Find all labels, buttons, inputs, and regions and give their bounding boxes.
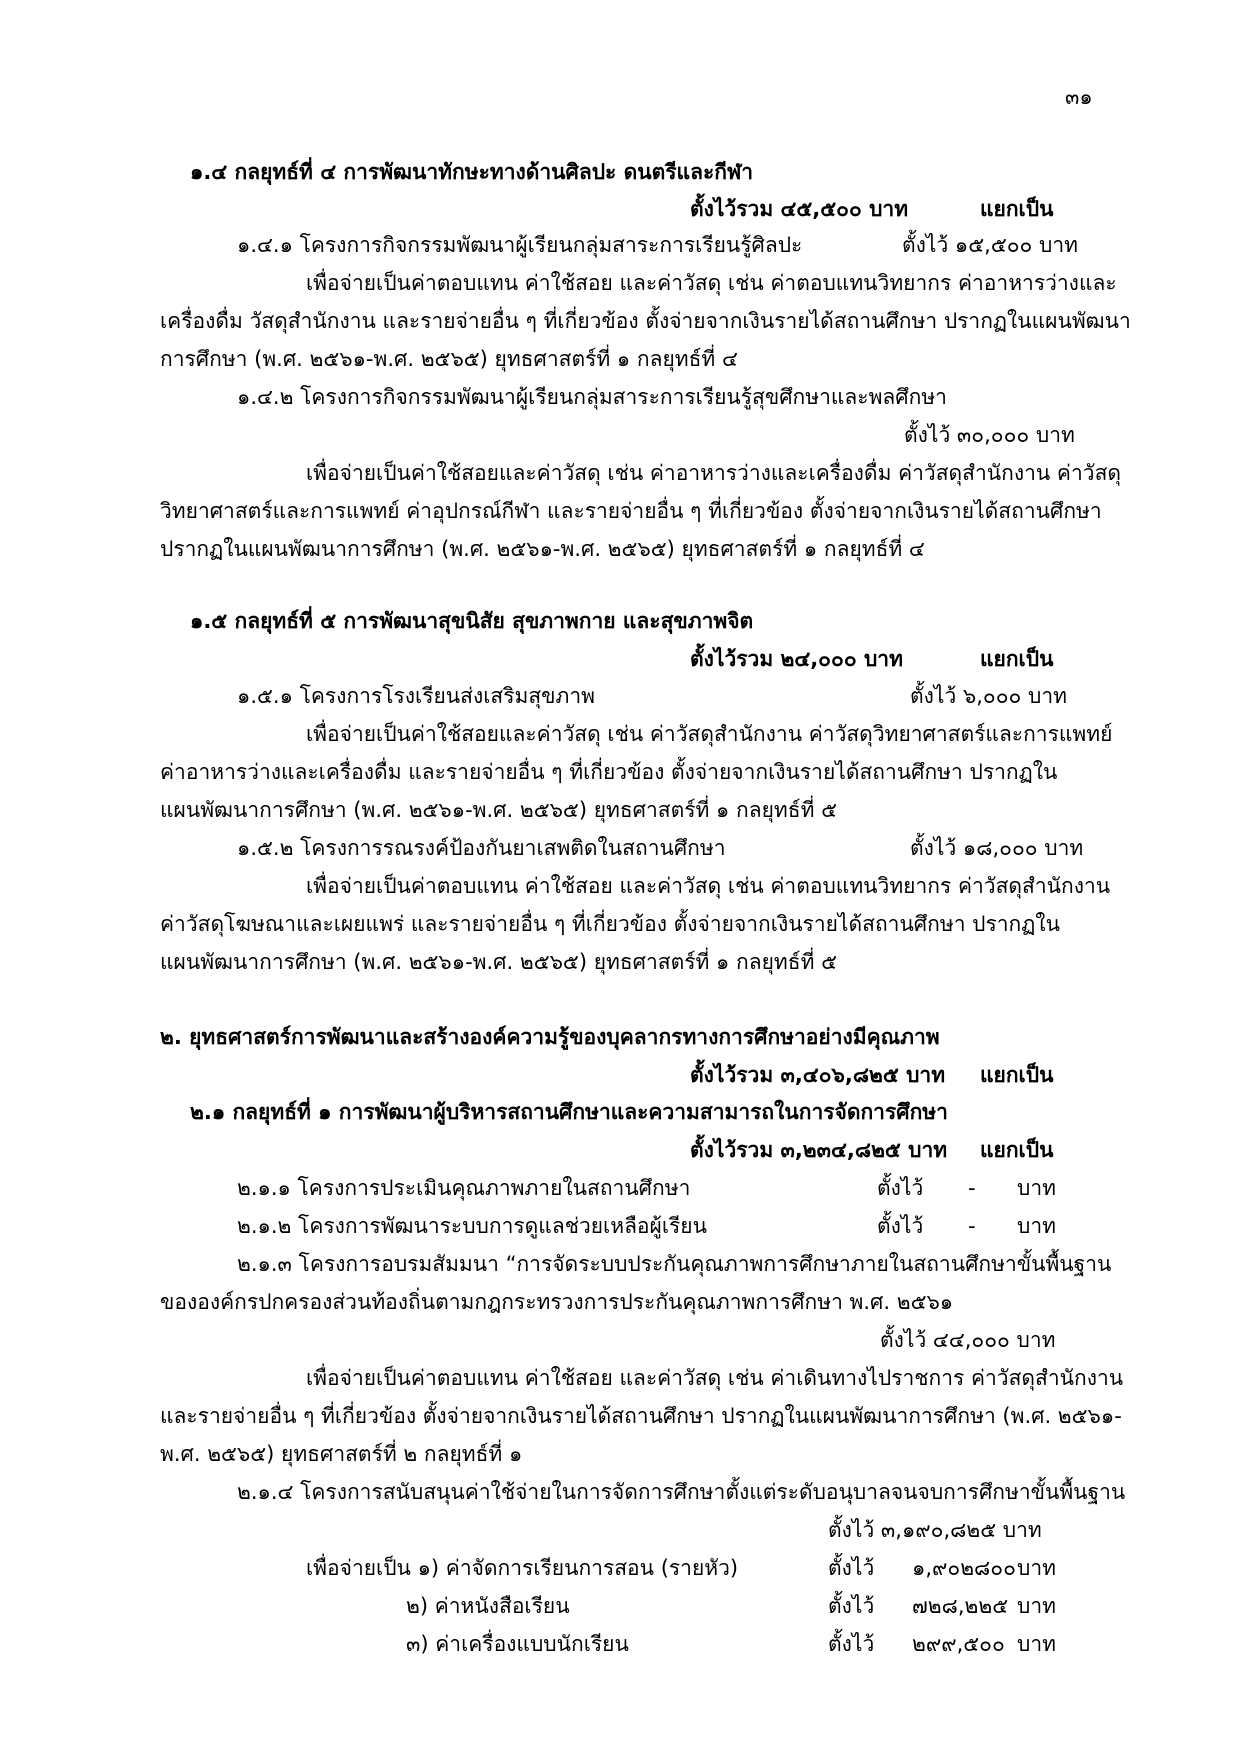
project-title-1-5-1: ๑.๕.๑ โครงการโรงเรียนส่งเสริมสุขภาพ bbox=[237, 684, 595, 708]
project-desc-line: และรายจ่ายอื่น ๆ ที่เกี่ยวข้อง ตั้งจ่ายจากเงินรายได้สถานศึกษา ปรากฏในแผนพัฒนาการศึกษา (พ.ศ. ๒๕๖๑- bbox=[160, 1404, 1122, 1428]
project-title-2-1-1: ๒.๑.๑ โครงการประเมินคุณภาพภายในสถานศึกษา bbox=[237, 1176, 691, 1200]
expense-item-unit: บาท bbox=[1017, 1632, 1056, 1656]
project-set-label: ตั้งไว้ bbox=[877, 1176, 924, 1200]
project-desc-line: ค่าวัสดุโฆษณาและเผยแพร่ และรายจ่ายอื่น ๆ ที่เกี่ยวข้อง ตั้งจ่ายจากเงินรายได้สถานศึกษา ปรากฏใน bbox=[160, 912, 1060, 936]
strategy-total-2: ตั้งไว้รวม ๓,๔๐๖,๘๒๕ บาท bbox=[690, 1063, 946, 1087]
strategy-split-2: แยกเป็น bbox=[980, 1063, 1054, 1087]
project-desc-line: แผนพัฒนาการศึกษา (พ.ศ. ๒๕๖๑-พ.ศ. ๒๕๖๕) ยุทธศาสตร์ที่ ๑ กลยุทธ์ที่ ๕ bbox=[160, 950, 837, 974]
project-amount-1-4-2: ตั้งไว้ ๓๐,๐๐๐ บาท bbox=[904, 423, 1075, 447]
project-amount-2-1-4: ตั้งไว้ ๓,๑๙๐,๘๒๕ บาท bbox=[828, 1518, 1042, 1542]
expense-item-unit: บาท bbox=[1017, 1556, 1056, 1580]
project-title-2-1-3-cont: ขององค์กรปกครองส่วนท้องถิ่นตามกฎกระทรวงการประกันคุณภาพการศึกษา พ.ศ. ๒๕๖๑ bbox=[160, 1290, 954, 1314]
page-number: ๓๑ bbox=[1065, 85, 1093, 109]
project-dash: - bbox=[968, 1214, 976, 1238]
project-desc-line: ค่าอาหารว่างและเครื่องดื่ม และรายจ่ายอื่น ๆ ที่เกี่ยวข้อง ตั้งจ่ายจากเงินรายได้สถานศึกษา ปรากฏใน bbox=[160, 760, 1058, 784]
section-heading-1-4: ๑.๔ กลยุทธ์ที่ ๔ การพัฒนาทักษะทางด้านศิลปะ ดนตรีและกีฬา bbox=[190, 160, 754, 184]
expense-item-label: ๓) ค่าเครื่องแบบนักเรียน bbox=[406, 1632, 629, 1656]
project-title-1-5-2: ๑.๕.๒ โครงการรณรงค์ป้องกันยาเสพติดในสถานศึกษา bbox=[237, 836, 726, 860]
project-desc-line: ปรากฏในแผนพัฒนาการศึกษา (พ.ศ. ๒๕๖๑-พ.ศ. ๒๕๖๕) ยุทธศาสตร์ที่ ๑ กลยุทธ์ที่ ๔ bbox=[160, 537, 925, 561]
project-amount-1-5-1: ตั้งไว้ ๖,๐๐๐ บาท bbox=[910, 684, 1068, 708]
strategy-heading-2: ๒. ยุทธศาสตร์การพัฒนาและสร้างองค์ความรู้ของบุคลากรทางการศึกษาอย่างมีคุณภาพ bbox=[160, 1025, 940, 1049]
project-title-2-1-2: ๒.๑.๒ โครงการพัฒนาระบบการดูแลช่วยเหลือผู้เรียน bbox=[237, 1214, 707, 1238]
project-title-1-4-2: ๑.๔.๒ โครงการกิจกรรมพัฒนาผู้เรียนกลุ่มสาระการเรียนรู้สุขศึกษาและพลศึกษา bbox=[237, 385, 947, 409]
section-heading-1-5: ๑.๕ กลยุทธ์ที่ ๕ การพัฒนาสุขนิสัย สุขภาพกาย และสุขภาพจิต bbox=[190, 609, 754, 633]
section-split-1-5: แยกเป็น bbox=[980, 647, 1054, 671]
section-heading-2-1: ๒.๑ กลยุทธ์ที่ ๑ การพัฒนาผู้บริหารสถานศึกษาและความสามารถในการจัดการศึกษา bbox=[190, 1100, 948, 1124]
project-set-label: ตั้งไว้ bbox=[877, 1214, 924, 1238]
expense-item-value: ๒๙๙,๕๐๐ bbox=[912, 1632, 1005, 1656]
project-amount-1-5-2: ตั้งไว้ ๑๘,๐๐๐ บาท bbox=[910, 836, 1084, 860]
expense-item-value: ๗๒๘,๒๒๕ bbox=[912, 1594, 1009, 1618]
project-dash: - bbox=[968, 1176, 976, 1200]
expense-item-label: ๒) ค่าหนังสือเรียน bbox=[406, 1594, 570, 1618]
project-unit: บาท bbox=[1017, 1176, 1056, 1200]
section-total-2-1: ตั้งไว้รวม ๓,๒๓๔,๘๒๕ บาท bbox=[690, 1138, 948, 1162]
project-desc-line: พ.ศ. ๒๕๖๕) ยุทธศาสตร์ที่ ๒ กลยุทธ์ที่ ๑ bbox=[160, 1442, 523, 1466]
section-split-2-1: แยกเป็น bbox=[980, 1138, 1054, 1162]
project-title-2-1-3: ๒.๑.๓ โครงการอบรมสัมมนา “การจัดระบบประกันคุณภาพการศึกษาภายในสถานศึกษาขั้นพื้นฐาน bbox=[237, 1252, 1112, 1276]
project-desc-line: เพื่อจ่ายเป็นค่าตอบแทน ค่าใช้สอย และค่าวัสดุ เช่น ค่าตอบแทนวิทยากร ค่าวัสดุสำนักงาน bbox=[306, 874, 1111, 898]
project-desc-line: เพื่อจ่ายเป็นค่าใช้สอยและค่าวัสดุ เช่น ค่าวัสดุสำนักงาน ค่าวัสดุวิทยาศาสตร์และการแพทย์ bbox=[306, 722, 1113, 746]
project-unit: บาท bbox=[1017, 1214, 1056, 1238]
project-title-2-1-4: ๒.๑.๔ โครงการสนับสนุนค่าใช้จ่ายในการจัดการศึกษาตั้งแต่ระดับอนุบาลจนจบการศึกษาขั้นพื้นฐาน bbox=[237, 1480, 1126, 1504]
project-desc-line: เครื่องดื่ม วัสดุสำนักงาน และรายจ่ายอื่น ๆ ที่เกี่ยวข้อง ตั้งจ่ายจากเงินรายได้สถานศึกษา ปรากฏในแผนพัฒนา bbox=[160, 309, 1131, 333]
project-amount-1-4-1: ตั้งไว้ ๑๕,๕๐๐ บาท bbox=[902, 233, 1078, 257]
project-title-1-4-1: ๑.๔.๑ โครงการกิจกรรมพัฒนาผู้เรียนกลุ่มสาระการเรียนรู้ศิลปะ bbox=[237, 233, 803, 257]
expense-item-set: ตั้งไว้ bbox=[828, 1556, 875, 1580]
section-total-1-5: ตั้งไว้รวม ๒๔,๐๐๐ บาท bbox=[690, 647, 903, 671]
expense-item-unit: บาท bbox=[1017, 1594, 1056, 1618]
expense-item-set: ตั้งไว้ bbox=[828, 1632, 875, 1656]
section-split-1-4: แยกเป็น bbox=[980, 197, 1054, 221]
expense-item-value: ๑,๙๐๒๘๐๐ bbox=[912, 1556, 1016, 1580]
project-desc-line: การศึกษา (พ.ศ. ๒๕๖๑-พ.ศ. ๒๕๖๕) ยุทธศาสตร์ที่ ๑ กลยุทธ์ที่ ๔ bbox=[160, 347, 738, 371]
project-desc-line: เพื่อจ่ายเป็นค่าตอบแทน ค่าใช้สอย และค่าวัสดุ เช่น ค่าเดินทางไปราชการ ค่าวัสดุสำนักงาน bbox=[306, 1366, 1124, 1390]
expense-item-set: ตั้งไว้ bbox=[828, 1594, 875, 1618]
project-desc-line: เพื่อจ่ายเป็นค่าใช้สอยและค่าวัสดุ เช่น ค่าอาหารว่างและเครื่องดื่ม ค่าวัสดุสำนักงาน ค่าวัสดุ bbox=[306, 461, 1122, 485]
project-desc-line: เพื่อจ่ายเป็นค่าตอบแทน ค่าใช้สอย และค่าวัสดุ เช่น ค่าตอบแทนวิทยากร ค่าอาหารว่างและ bbox=[306, 271, 1117, 295]
project-desc-line: แผนพัฒนาการศึกษา (พ.ศ. ๒๕๖๑-พ.ศ. ๒๕๖๕) ยุทธศาสตร์ที่ ๑ กลยุทธ์ที่ ๕ bbox=[160, 798, 837, 822]
expense-item-label: เพื่อจ่ายเป็น ๑) ค่าจัดการเรียนการสอน (รายหัว) bbox=[306, 1556, 739, 1580]
project-desc-line: วิทยาศาสตร์และการแพทย์ ค่าอุปกรณ์กีฬา และรายจ่ายอื่น ๆ ที่เกี่ยวข้อง ตั้งจ่ายจากเงินรายได้สถานศึกษา bbox=[160, 499, 1102, 523]
project-amount-2-1-3: ตั้งไว้ ๔๔,๐๐๐ บาท bbox=[880, 1328, 1056, 1352]
section-total-1-4: ตั้งไว้รวม ๔๕,๕๐๐ บาท bbox=[690, 197, 909, 221]
